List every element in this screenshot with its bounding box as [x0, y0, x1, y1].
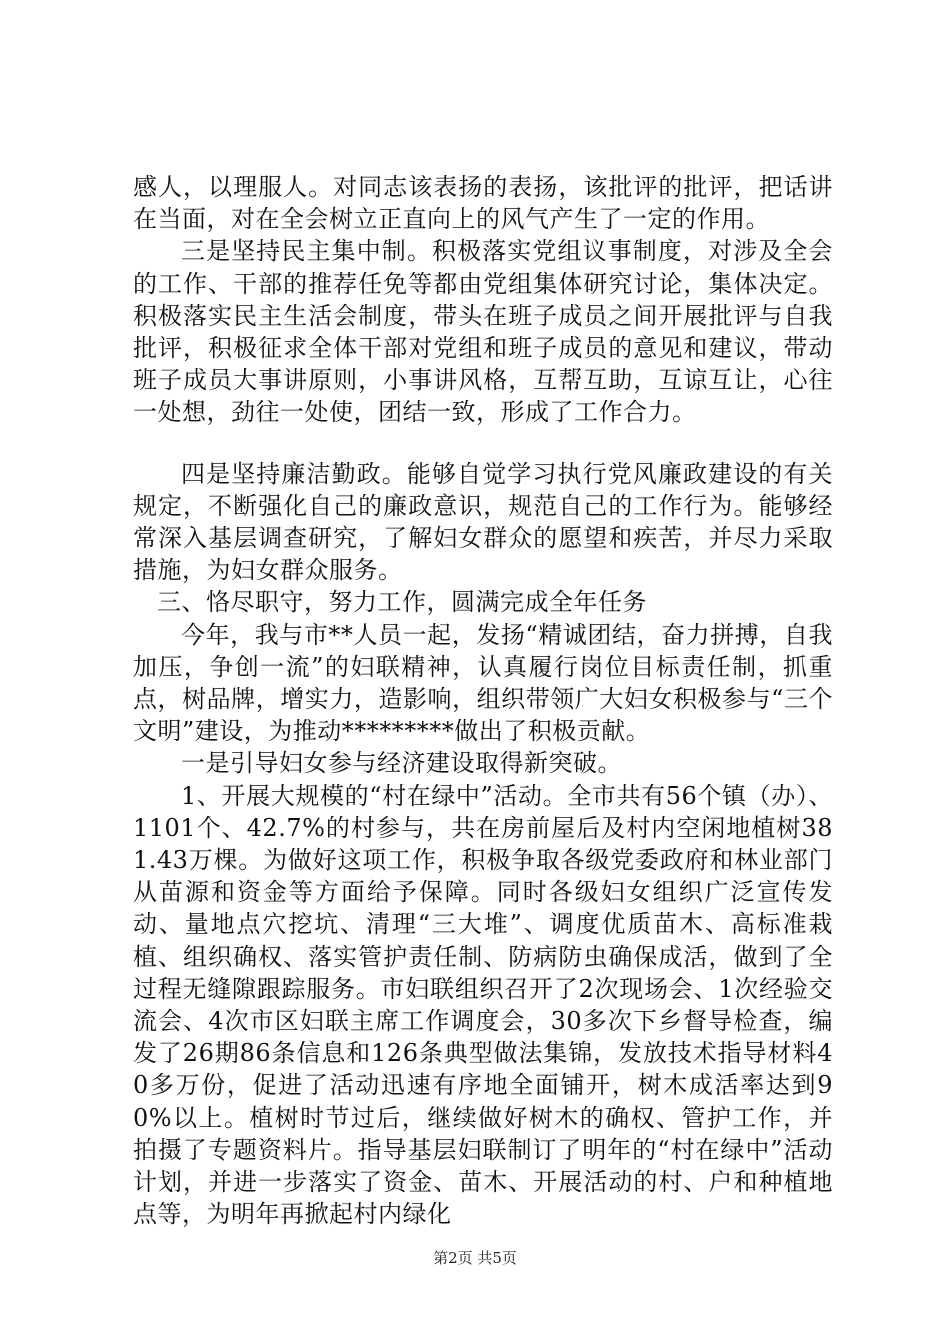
document-body [133, 171, 833, 1231]
paragraph-annual-work: 今年，我与市**人员一起，发扬“精诚团结，奋力拼搏，自我加压，争创一流”的妇联精神，认真履行岗位目标责任制，抓重点，树品牌，增实力，造影响，组织带领广大妇女积极参与“三个文明”建设，为推动*********做出了积极贡献。 [133, 620, 833, 746]
paragraph-green-village: 1、开展大规模的“村在绿中”活动。全市共有56个镇（办）、1101个、42.7%的村参与，共在房前屋后及村内空闲地植树381.43万棵。为做好这项工作，积极争取各级党委政府和林业部门从苗源和资金等方面给予保障。同时各级妇女组织广泛宣传发动、量地点穴挖坑、清理“三大堆”、调度优质苗木、高标准栽植、组织确权、落实管护责任制、防病防虫确保成活，做到了全过程无缝隙跟踪服务。市妇联组织召开了2次现场会、1次经验交流会、4次市区妇联主席工作调度会，30多次下乡督导检查，编发了26期86条信息和126条典型做法集锦，发放技术指导材料40多万份，促进了活动迅速有序地全面铺开，树木成活率达到90%以上。植树时节过后，继续做好树木的确权、管护工作，并拍摄了专题资料片。指导基层妇联制订了明年的“村在绿中”活动计划，并进一步落实了资金、苗木、开展活动的村、户和种植地点等，为明年再掀起村内绿化 [133, 781, 833, 1229]
page-footer: 第2页 共5页 [433, 1249, 517, 1267]
paragraph-integrity: 四是坚持廉洁勤政。能够自觉学习执行党风廉政建设的有关规定，不断强化自己的廉政意识，规范自己的工作行为。能够经常深入基层调查研究，了解妇女群众的愿望和疾苦，并尽力采取措施，为妇女群众服务。 [133, 459, 833, 585]
paragraph-democratic-centralism: 三是坚持民主集中制。积极落实党组议事制度，对涉及全会的工作、干部的推荐任免等都由党组集体研究讨论，集体决定。积极落实民主生活会制度，带头在班子成员之间开展批评与自我批评，积极征求全体干部对党组和班子成员的意见和建议，带动班子成员大事讲原则，小事讲风格，互帮互助，互谅互让，心往一处想，劲往一处使，团结一致，形成了工作合力。 [133, 237, 833, 427]
paragraph-subheading: 一是引导妇女参与经济建设取得新突破。 [181, 749, 622, 778]
section-heading: 三、恪尽职守，努力工作，圆满完成全年任务 [157, 588, 647, 617]
paragraph-continuation: 感人，以理服人。对同志该表扬的表扬，该批评的批评，把话讲在当面，对在全会树立正直向上的风气产生了一定的作用。 [133, 173, 833, 234]
